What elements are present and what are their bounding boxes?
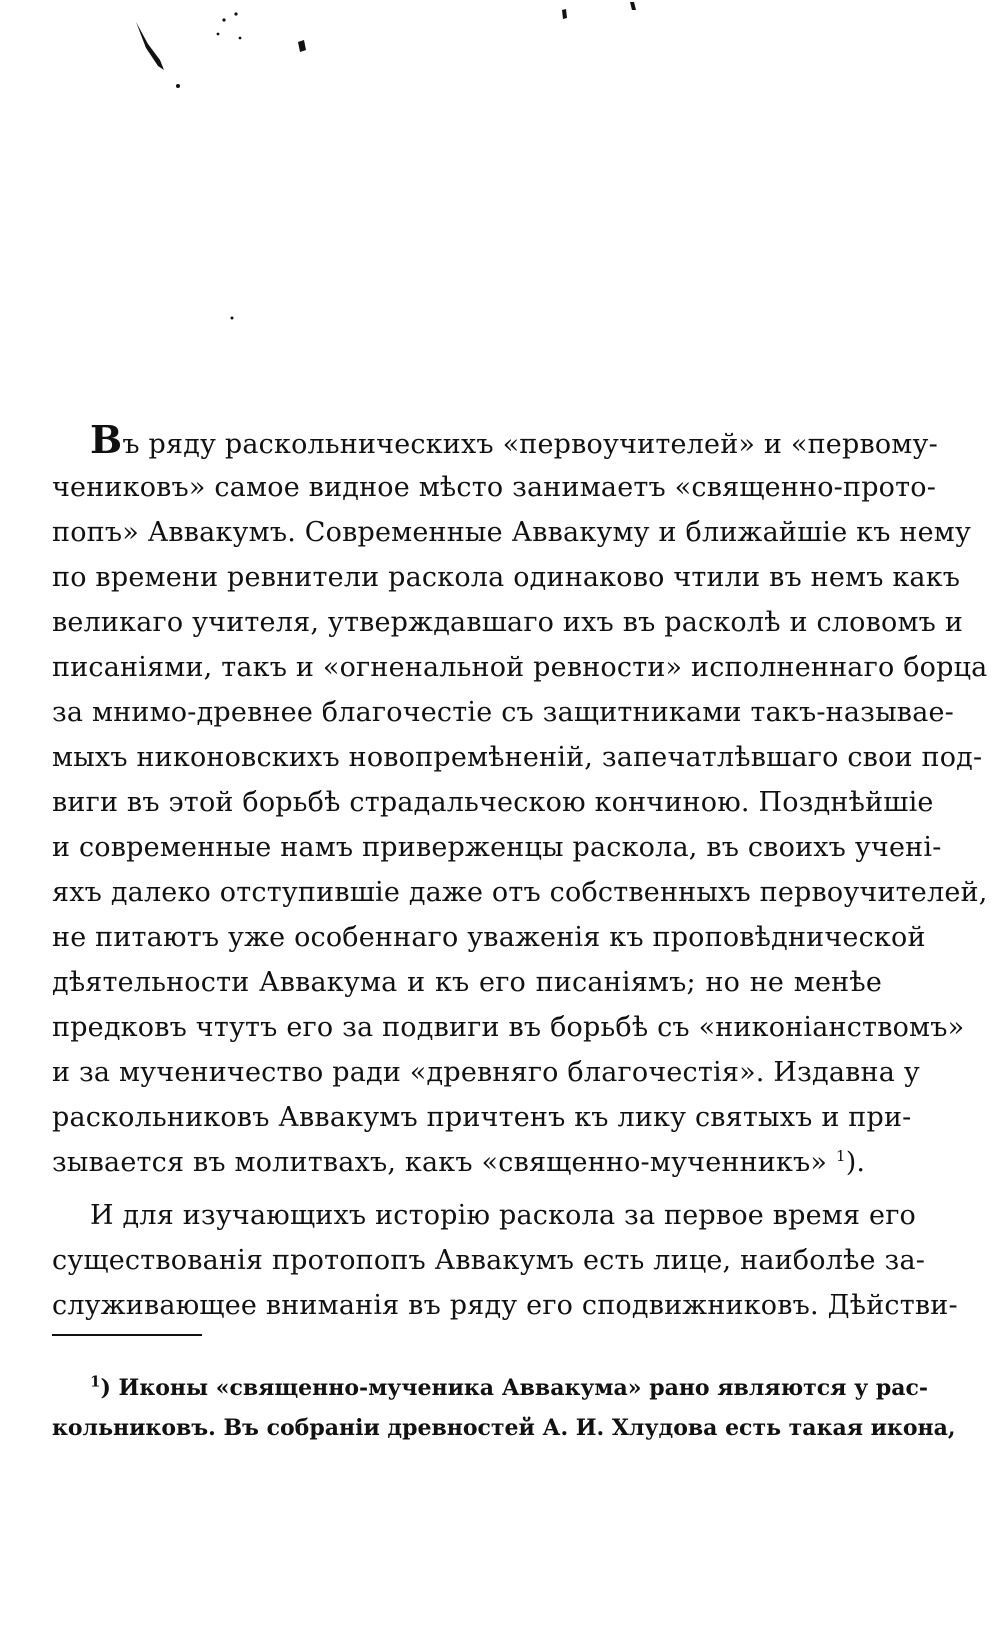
text-line: предковъ чтутъ его за подвиги въ борьбѣ съ «никоніанствомъ» (52, 1012, 965, 1043)
drop-cap: В (90, 417, 123, 462)
paragraph-spacer (52, 1185, 882, 1193)
text-line: служивающее вниманія въ ряду его сподвижниковъ. Дѣйстви- (52, 1290, 958, 1321)
ink-dot (298, 40, 306, 52)
ink-dot (630, 2, 636, 10)
footnote-marker: 1 (90, 1372, 101, 1391)
ink-dot (234, 12, 237, 15)
text-line: И для изучающихъ исторію раскола за первое время его (90, 1200, 916, 1231)
footnote-line (52, 1368, 928, 1408)
text-line: чениковъ» самое видное мѣсто занимаетъ «священно-прото- (52, 472, 937, 503)
text-line: мыхъ никоновскихъ новопремѣненій, запечатлѣвшаго свои под- (52, 742, 983, 773)
main-text (52, 417, 988, 1328)
paragraph-1 (52, 417, 988, 1185)
footnote-reference[interactable]: 1 (835, 1147, 846, 1165)
footnote-text: Иконы «священно-мученика Аввакума» рано являются у рас- (118, 1375, 928, 1401)
footnote-separator (52, 1334, 202, 1336)
text-line: и современные намъ приверженцы раскола, въ своихъ ученi- (52, 832, 942, 863)
ink-stroke-mark (136, 22, 164, 70)
paragraph-2 (52, 1193, 958, 1328)
text-line-end: ). (845, 1147, 866, 1178)
text-line: и за мученичество ради «древняго благочестія». Издавна у (52, 1057, 920, 1088)
text-line: виги въ этой борьбѣ страдальческою кончиною. Позднѣйшіе (52, 787, 934, 818)
text-line: раскольниковъ Аввакумъ причтенъ къ лику святыхъ и при- (52, 1102, 912, 1133)
text-line-content: ъ ряду раскольническихъ «первоучителей» и «первому- (122, 429, 938, 460)
text-line (52, 1140, 882, 1185)
ink-dot (176, 84, 180, 88)
text-line: великаго учителя, утверждавшаго ихъ въ расколѣ и словомъ и (52, 607, 964, 638)
text-line-content: зывается въ молитвахъ, какъ «священно-мученникъ» (52, 1147, 828, 1178)
ink-dot (222, 18, 225, 21)
text-line: за мнимо-древнее благочестіе съ защитниками такъ-называе- (52, 697, 954, 728)
ink-dot (239, 37, 242, 40)
text-line: яхъ далеко отступившіе даже отъ собственныхъ первоучителей, (52, 877, 988, 908)
text-line: по времени ревнители раскола одинаково чтили въ немъ какъ (52, 562, 961, 593)
footnote-marker-close: ) (100, 1375, 111, 1401)
text-line: писаніями, такъ и «огненальной ревности» исполненнаго борца (52, 652, 988, 683)
text-line: не питаютъ уже особеннаго уваженія къ проповѣднической (52, 922, 926, 953)
ink-dot (231, 317, 234, 320)
footnote-line: кольниковъ. Въ собраніи древностей А. И. Хлудова есть такая икона, (52, 1415, 956, 1441)
scan-specks (0, 0, 1000, 380)
text-line (52, 417, 938, 465)
text-line: попъ» Аввакумъ. Современные Аввакуму и ближайшіе къ нему (52, 517, 972, 548)
ink-dot (217, 33, 220, 36)
text-line: дѣятельности Аввакума и къ его писаніямъ; но не менѣе (52, 967, 882, 998)
footnotes (52, 1368, 956, 1448)
ink-dot (562, 9, 567, 19)
text-line: существованія протопопъ Аввакумъ есть лице, наиболѣе за- (52, 1245, 926, 1276)
